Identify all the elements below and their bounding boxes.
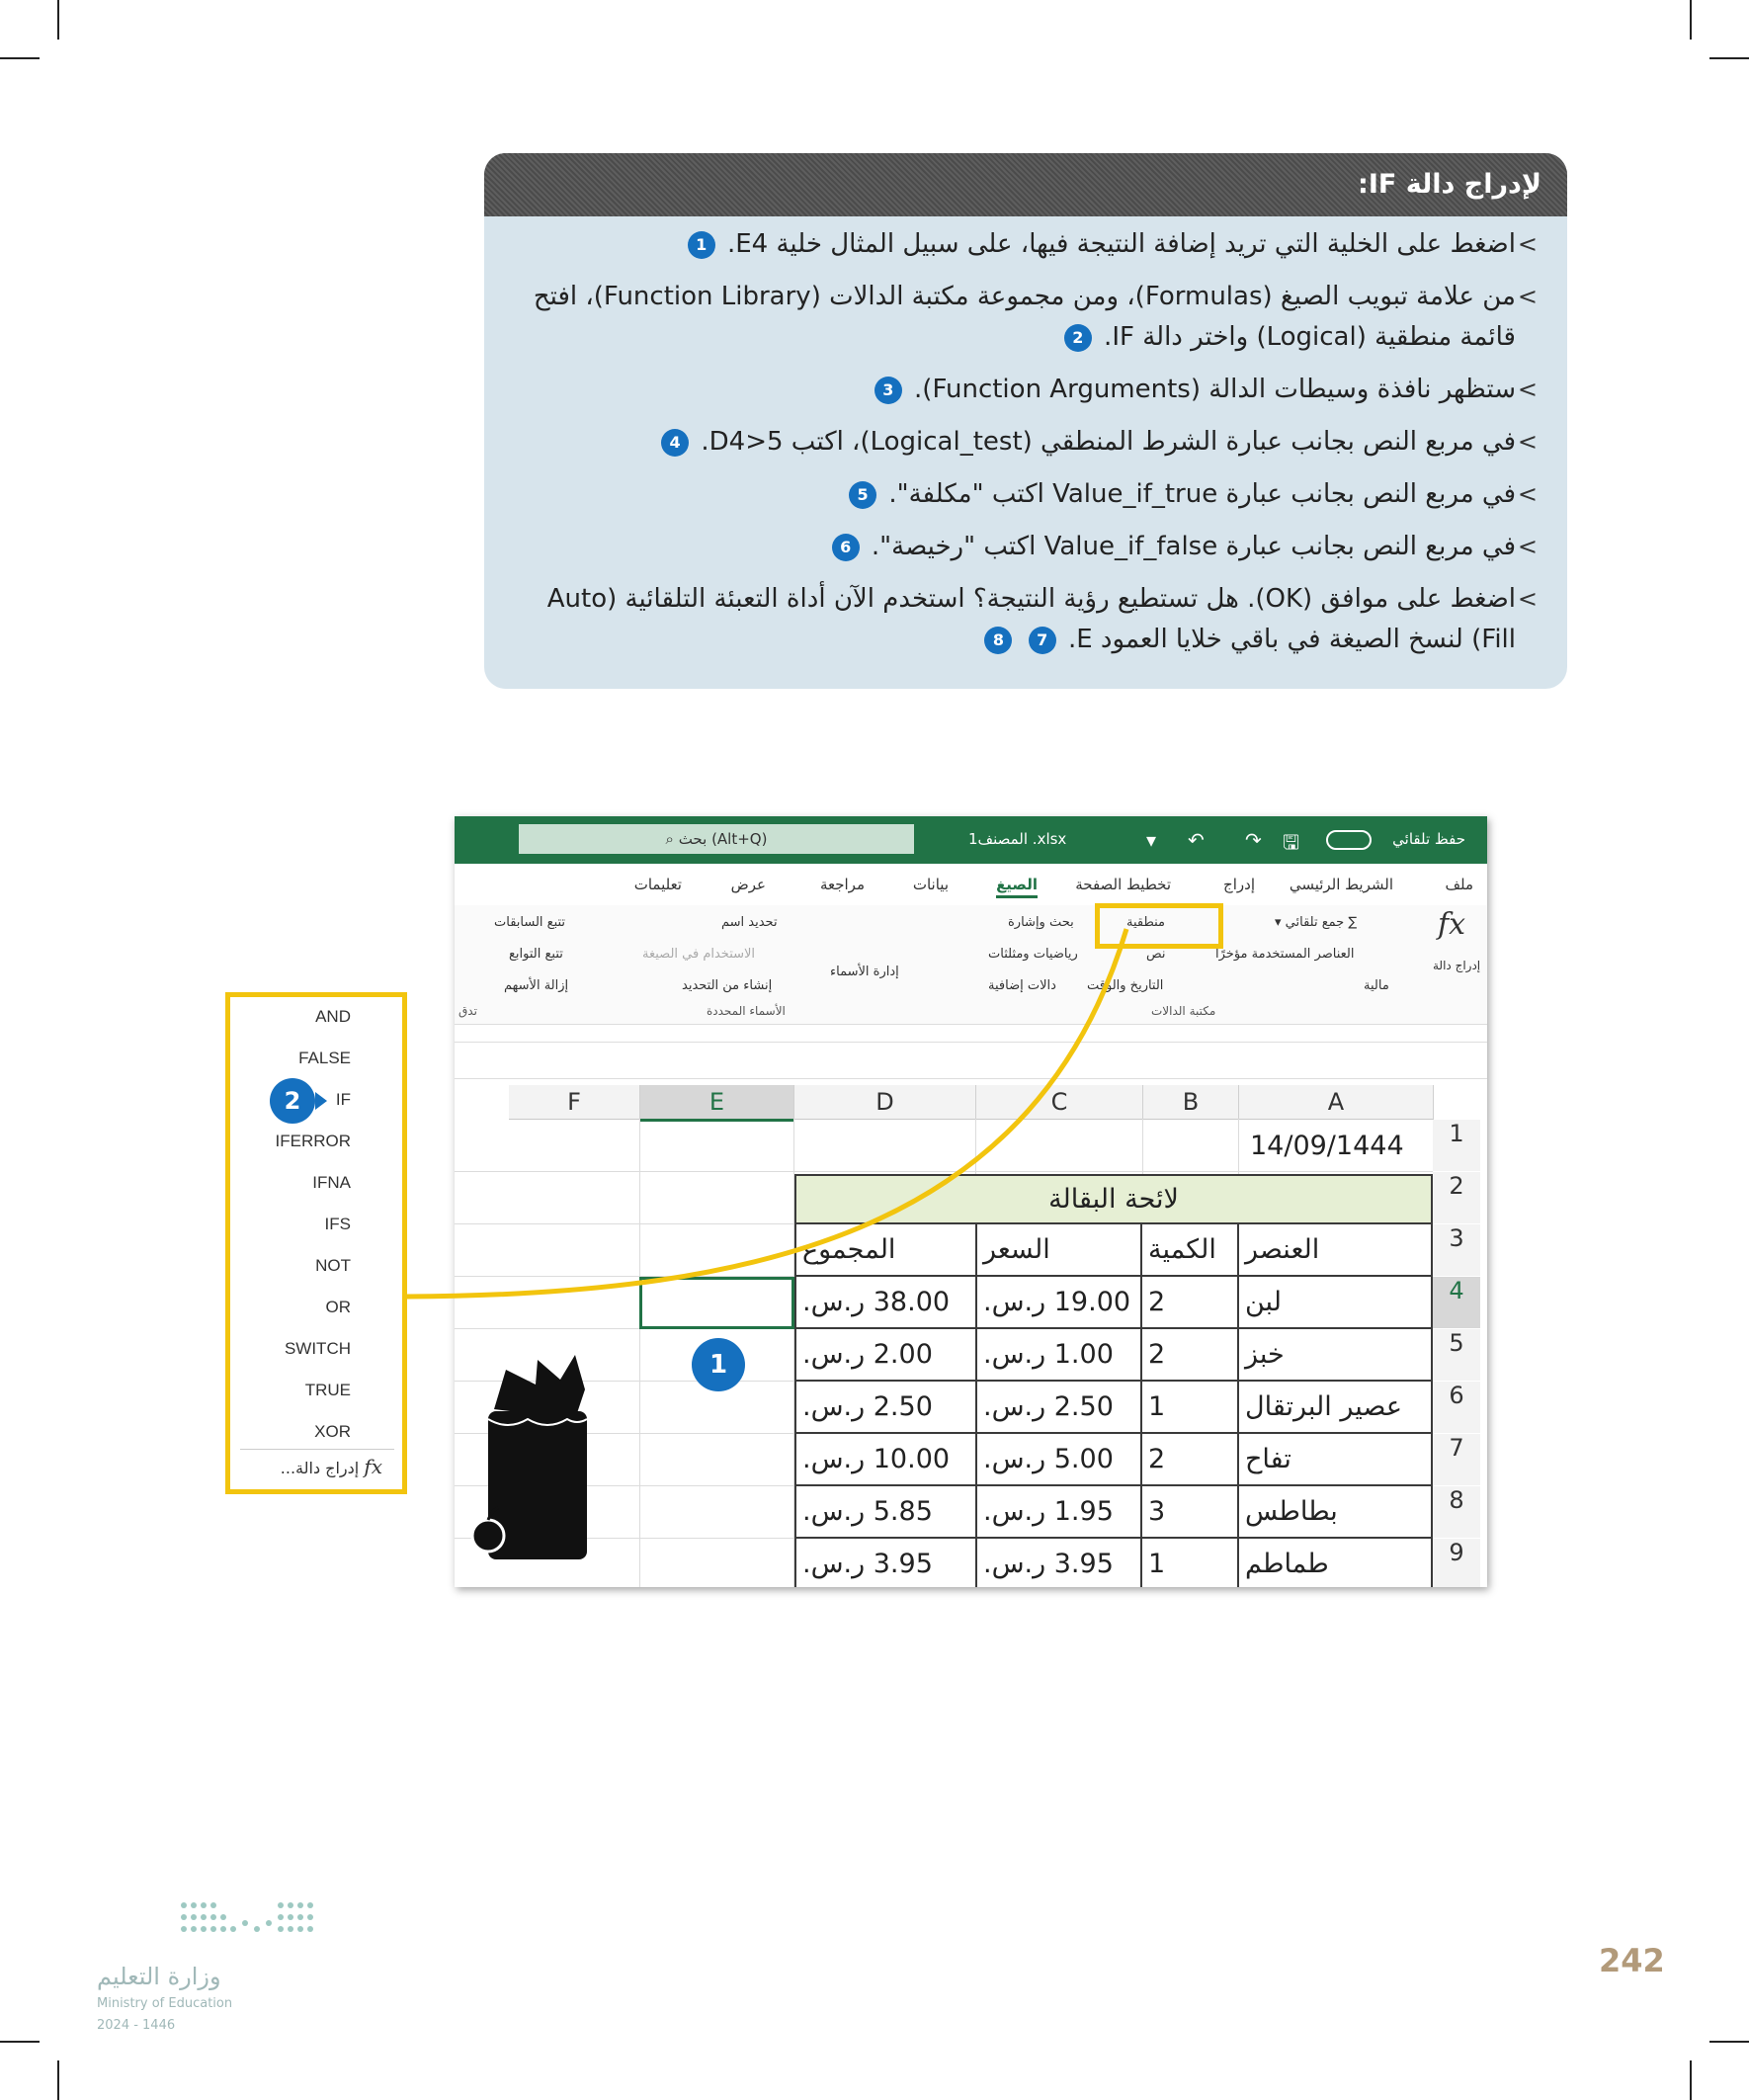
table-cell[interactable]: 2.50 ر.س. xyxy=(975,1380,1142,1434)
step-4: > في مربع النص بجانب عبارة الشرط المنطقي (Logical_test)، اكتب D4>5. 4 xyxy=(524,422,1516,462)
step-number: 2 xyxy=(1064,324,1092,352)
table-cell[interactable]: بطاطس xyxy=(1237,1484,1433,1539)
step-number: 3 xyxy=(874,377,902,404)
function-ifs[interactable]: IFS xyxy=(324,1215,351,1233)
table-cell[interactable]: 2.50 ر.س. xyxy=(794,1380,977,1434)
table-cell[interactable]: طماطم xyxy=(1237,1537,1433,1587)
function-true[interactable]: TRUE xyxy=(304,1381,351,1399)
function-ifna[interactable]: IFNA xyxy=(312,1173,351,1192)
table-title[interactable]: لائحة البقالة xyxy=(794,1174,1433,1224)
step-number: 7 xyxy=(1029,627,1056,654)
table-cell[interactable]: خبز xyxy=(1237,1327,1433,1382)
ministry-year: 2024 - 1446 xyxy=(97,2018,176,2033)
row-header-6[interactable]: 6 xyxy=(1433,1382,1480,1433)
table-cell[interactable]: 2.00 ر.س. xyxy=(794,1327,977,1382)
column-header-b[interactable]: B xyxy=(1143,1085,1239,1120)
financial-button[interactable]: مالية xyxy=(1364,978,1389,993)
tab-review[interactable]: مراجعة xyxy=(819,876,865,893)
step-2: > من علامة تبويب الصيغ (Formulas)، ومن مجموعة مكتبة الدالات (Function Library)، افتح قائمة منطقية (Logical) واختر دالة IF. 2 xyxy=(524,277,1516,358)
instruction-title: لإدراج دالة IF: xyxy=(484,153,1567,216)
search-box[interactable]: ⌕ بحث (Alt+Q) xyxy=(519,824,914,854)
table-cell[interactable]: 1 xyxy=(1140,1380,1239,1434)
define-name-button[interactable]: تحديد اسم xyxy=(721,915,778,930)
dropdown-icon[interactable]: ▾ xyxy=(1146,828,1157,852)
step-1: > اضغط على الخلية التي تريد إضافة النتيجة فيها، على سبيل المثال خلية E4. 1 xyxy=(524,224,1516,265)
tab-formulas[interactable]: الصيغ xyxy=(996,876,1038,898)
lookup-button[interactable]: بحث وإشارة xyxy=(1008,915,1074,930)
step-number: 8 xyxy=(984,627,1012,654)
step-number: 5 xyxy=(849,481,876,509)
header-price[interactable]: السعر xyxy=(975,1222,1142,1277)
table-cell[interactable]: عصير البرتقال xyxy=(1237,1380,1433,1434)
tab-data[interactable]: بيانات xyxy=(912,876,949,893)
function-iferror[interactable]: IFERROR xyxy=(275,1132,351,1150)
tab-page-layout[interactable]: تخطيط الصفحة xyxy=(1075,876,1171,893)
insert-function-menu-item[interactable]: fx إدراج دالة... xyxy=(240,1449,394,1483)
remove-arrows-button[interactable]: إزالة الأسهم xyxy=(504,978,569,993)
search-icon: ⌕ xyxy=(665,830,674,848)
function-and[interactable]: AND xyxy=(315,1007,351,1026)
row-header-2[interactable]: 2 xyxy=(1433,1172,1480,1223)
pointer-arrow-icon xyxy=(315,1092,327,1110)
column-header-e[interactable]: E xyxy=(640,1085,794,1122)
table-cell[interactable]: تفاح xyxy=(1237,1432,1433,1486)
table-cell[interactable]: 3 xyxy=(1140,1484,1239,1539)
table-cell[interactable]: 5.85 ر.س. xyxy=(794,1484,977,1539)
row-header-1[interactable]: 1 xyxy=(1433,1120,1480,1171)
step-number: 6 xyxy=(832,534,860,561)
name-manager-button[interactable]: إدارة الأسماء xyxy=(830,965,899,979)
autosum-button[interactable]: ∑ جمع تلقائي ▾ xyxy=(1275,915,1358,930)
table-cell[interactable]: 3.95 ر.س. xyxy=(975,1537,1142,1587)
column-header-d[interactable]: D xyxy=(794,1085,976,1120)
column-header-c[interactable]: C xyxy=(976,1085,1143,1120)
more-functions-button[interactable]: دالات إضافية xyxy=(988,978,1056,993)
table-cell[interactable]: 2 xyxy=(1140,1432,1239,1486)
row-header-5[interactable]: 5 xyxy=(1433,1329,1480,1381)
file-name: المصنف1 .xlsx xyxy=(968,830,1067,848)
table-cell[interactable]: 1.95 ر.س. xyxy=(975,1484,1142,1539)
insert-function-icon: fx xyxy=(364,1455,382,1478)
text-button[interactable]: نص xyxy=(1146,947,1166,962)
table-cell[interactable]: 10.00 ر.س. xyxy=(794,1432,977,1486)
step-3: > ستظهر نافذة وسيطات الدالة (Function Arguments). 3 xyxy=(524,370,1516,410)
table-cell[interactable]: 38.00 ر.س. xyxy=(794,1275,977,1329)
tab-view[interactable]: عرض xyxy=(730,876,766,893)
tab-insert[interactable]: إدراج xyxy=(1223,876,1255,893)
step-5: > في مربع النص بجانب عبارة Value_if_true اكتب "مكلفة". 5 xyxy=(524,474,1516,515)
table-cell[interactable]: 5.00 ر.س. xyxy=(975,1432,1142,1486)
table-cell[interactable]: لبن xyxy=(1237,1275,1433,1329)
page-number: 242 xyxy=(1599,1942,1665,1979)
math-button[interactable]: رياضيات ومثلثات xyxy=(988,947,1078,962)
header-item[interactable]: العنصر xyxy=(1237,1222,1433,1277)
save-icon[interactable]: 🖫 xyxy=(1283,830,1300,854)
autosave-label: حفظ تلقائي xyxy=(1392,830,1465,848)
table-cell[interactable]: 1.00 ر.س. xyxy=(975,1327,1142,1382)
group-defined-names: الأسماء المحددة xyxy=(707,1004,786,1018)
date-cell[interactable]: 14/09/1444 xyxy=(1250,1131,1404,1161)
column-header-a[interactable]: A xyxy=(1239,1085,1434,1120)
function-switch[interactable]: SWITCH xyxy=(284,1339,351,1358)
step-marker-1: 1 xyxy=(692,1338,745,1391)
undo-icon[interactable]: ↶ xyxy=(1188,828,1205,852)
group-function-library: مكتبة الدالات xyxy=(1151,1004,1216,1018)
trace-precedents-button[interactable]: تتبع السابقات xyxy=(494,915,566,930)
step-6: > في مربع النص بجانب عبارة Value_if_false اكتب "رخيصة". 6 xyxy=(524,527,1516,567)
row-header-3[interactable]: 3 xyxy=(1433,1224,1480,1276)
trace-dependents-button[interactable]: تتبع التوابع xyxy=(509,947,563,962)
datetime-button[interactable]: التاريخ والوقت xyxy=(1087,978,1164,993)
row-header-8[interactable]: 8 xyxy=(1433,1486,1480,1538)
step-number: 4 xyxy=(661,429,689,457)
ministry-logo-dots xyxy=(176,1897,324,1941)
step-marker-2: 2 xyxy=(270,1078,315,1124)
function-or[interactable]: OR xyxy=(325,1298,351,1316)
insert-function-icon[interactable]: fx xyxy=(1438,907,1466,942)
step-7: > اضغط على موافق (OK). هل تستطيع رؤية النتيجة؟ استخدم الآن أداة التعبئة التلقائية (Auto Fill) لنسخ الصيغة في باقي خلايا العمود E. 7 8 xyxy=(524,579,1516,660)
table-cell[interactable]: 19.00 ر.س. xyxy=(975,1275,1142,1329)
tab-file[interactable]: ملف xyxy=(1445,876,1473,893)
function-false[interactable]: FALSE xyxy=(298,1049,351,1067)
ministry-name-en: Ministry of Education xyxy=(97,1996,233,2011)
group-audit: تدق xyxy=(458,1004,477,1018)
table-cell[interactable]: 1 xyxy=(1140,1537,1239,1587)
function-not[interactable]: NOT xyxy=(315,1256,351,1275)
logical-function-list xyxy=(225,992,407,1494)
use-in-formula-button[interactable]: الاستخدام في الصيغة xyxy=(642,947,756,962)
table-cell[interactable]: 3.95 ر.س. xyxy=(794,1537,977,1587)
redo-icon[interactable]: ↷ xyxy=(1245,828,1262,852)
header-qty[interactable]: الكمية xyxy=(1140,1222,1239,1277)
logical-button[interactable]: منطقية xyxy=(1126,915,1166,930)
ministry-name-ar: وزارة التعليم xyxy=(97,1963,221,1990)
table-cell[interactable]: 2 xyxy=(1140,1327,1239,1382)
header-total[interactable]: المجموع xyxy=(794,1222,977,1277)
recent-used-button[interactable]: العناصر المستخدمة مؤخرًا xyxy=(1215,947,1355,962)
function-if[interactable]: IF xyxy=(335,1090,351,1109)
insert-function-button[interactable]: إدراج دالة xyxy=(1433,959,1481,972)
row-header-4[interactable]: 4 xyxy=(1433,1277,1480,1328)
create-from-selection-button[interactable]: إنشاء من التحديد xyxy=(682,978,773,993)
row-header-7[interactable]: 7 xyxy=(1433,1434,1480,1485)
column-header-f[interactable]: F xyxy=(509,1085,640,1120)
row-header-9[interactable]: 9 xyxy=(1433,1539,1480,1587)
function-xor[interactable]: XOR xyxy=(314,1422,351,1441)
step-number: 1 xyxy=(688,231,715,259)
tab-home[interactable]: الشريط الرئيسي xyxy=(1289,876,1393,893)
tab-help[interactable]: تعليمات xyxy=(633,876,682,893)
table-cell[interactable]: 2 xyxy=(1140,1275,1239,1329)
